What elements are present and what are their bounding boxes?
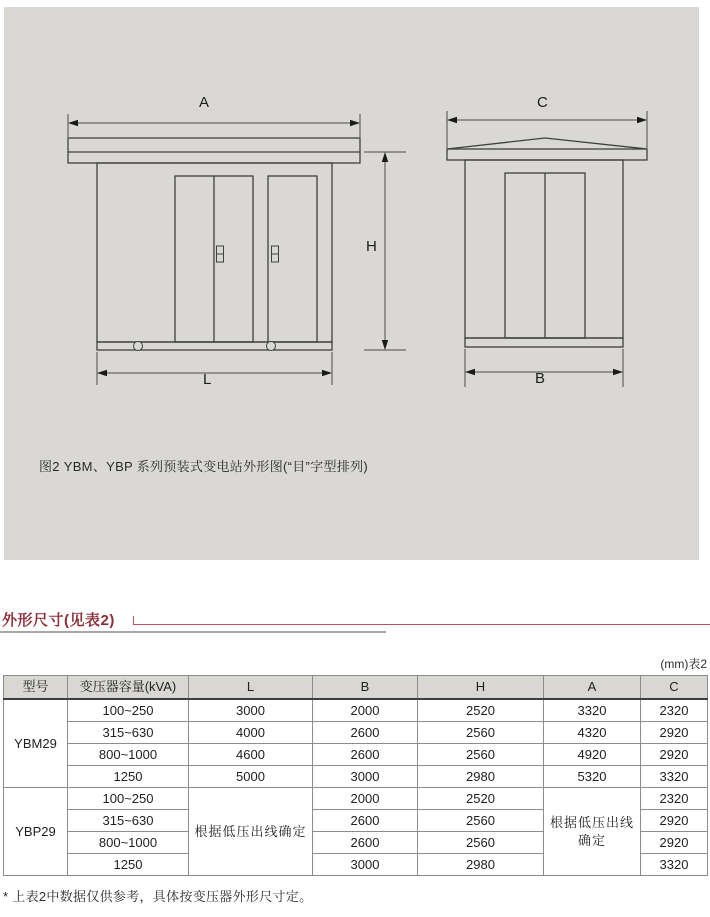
front-right-door xyxy=(268,176,317,342)
front-roof xyxy=(68,138,360,163)
table-row xyxy=(4,788,708,810)
cell-h: 2520 xyxy=(418,788,544,810)
cell-b: 2600 xyxy=(313,722,418,744)
side-view xyxy=(447,138,647,347)
table-unit-note: (mm)表2 xyxy=(660,657,707,671)
cell-b: 2000 xyxy=(313,788,418,810)
side-body xyxy=(465,160,623,338)
col-header-l: L xyxy=(189,676,313,700)
dimension-arrowheads xyxy=(68,117,647,376)
cell-c: 2320 xyxy=(641,699,708,722)
dim-label-l: L xyxy=(203,371,212,388)
cell-c: 2920 xyxy=(641,810,708,832)
cell-b: 3000 xyxy=(313,766,418,788)
front-base xyxy=(97,342,332,350)
table-header-row xyxy=(4,676,708,700)
dim-label-b: B xyxy=(535,370,546,387)
col-header-capacity: 变压器容量(kVA) xyxy=(68,676,189,700)
cell-l: 4600 xyxy=(189,744,313,766)
cell-model: YBM29 xyxy=(4,699,68,788)
col-header-b: B xyxy=(313,676,418,700)
cell-c: 2920 xyxy=(641,744,708,766)
cell-c: 2920 xyxy=(641,722,708,744)
cell-c: 2920 xyxy=(641,832,708,854)
cell-a: 5320 xyxy=(544,766,641,788)
heading-gray-rule xyxy=(0,631,386,633)
cell-h: 2520 xyxy=(418,699,544,722)
cell-b: 2600 xyxy=(313,832,418,854)
door-handle-icon xyxy=(217,246,279,262)
cell-a: 4320 xyxy=(544,722,641,744)
front-view xyxy=(68,138,360,351)
cell-l: 5000 xyxy=(189,766,313,788)
table-row xyxy=(4,744,708,766)
cell-capacity: 315~630 xyxy=(68,722,189,744)
cell-capacity: 100~250 xyxy=(68,699,189,722)
dim-label-c: C xyxy=(537,94,548,111)
dim-label-a: A xyxy=(199,94,210,111)
cell-b: 2600 xyxy=(313,810,418,832)
cell-b: 2000 xyxy=(313,699,418,722)
col-header-model: 型号 xyxy=(4,676,68,700)
dim-label-h: H xyxy=(366,238,377,255)
cell-a: 3320 xyxy=(544,699,641,722)
cell-capacity: 800~1000 xyxy=(68,744,189,766)
col-header-a: A xyxy=(544,676,641,700)
cell-a-merged: 根据低压出线确定 xyxy=(544,788,641,876)
cell-a: 4920 xyxy=(544,744,641,766)
cell-capacity: 100~250 xyxy=(68,788,189,810)
cell-h: 2560 xyxy=(418,810,544,832)
cell-c: 3320 xyxy=(641,766,708,788)
cell-b: 2600 xyxy=(313,744,418,766)
heading-red-tick xyxy=(133,616,134,625)
section-heading: 外形尺寸(见表2) xyxy=(2,612,115,629)
cell-model: YBP29 xyxy=(4,788,68,876)
cell-l: 4000 xyxy=(189,722,313,744)
cell-h: 2560 xyxy=(418,722,544,744)
base-roller-icon xyxy=(134,342,143,351)
figure-caption: 图2 YBM、YBP 系列预装式变电站外形图(“目”字型排列) xyxy=(39,459,369,474)
cell-capacity: 800~1000 xyxy=(68,832,189,854)
table-row xyxy=(4,699,708,722)
table-row xyxy=(4,722,708,744)
cell-h: 2560 xyxy=(418,832,544,854)
col-header-h: H xyxy=(418,676,544,700)
table-footnote: * 上表2中数据仅供参考，具体按变压器外形尺寸定。 xyxy=(3,889,313,904)
cell-capacity: 1250 xyxy=(68,854,189,876)
col-header-c: C xyxy=(641,676,708,700)
cell-l: 3000 xyxy=(189,699,313,722)
cell-b: 3000 xyxy=(313,854,418,876)
side-base xyxy=(465,338,623,347)
cell-c: 2320 xyxy=(641,788,708,810)
heading-red-rule xyxy=(133,624,710,625)
side-roof-peak xyxy=(447,138,647,149)
cell-h: 2980 xyxy=(418,854,544,876)
dimensions-table xyxy=(3,675,708,876)
cell-c: 3320 xyxy=(641,854,708,876)
cell-capacity: 1250 xyxy=(68,766,189,788)
cell-capacity: 315~630 xyxy=(68,810,189,832)
cell-h: 2560 xyxy=(418,744,544,766)
base-roller-icon xyxy=(267,342,276,351)
side-roof-band xyxy=(447,149,647,160)
table-row xyxy=(4,766,708,788)
cell-l-merged: 根据低压出线确定 xyxy=(189,788,313,876)
cell-h: 2980 xyxy=(418,766,544,788)
